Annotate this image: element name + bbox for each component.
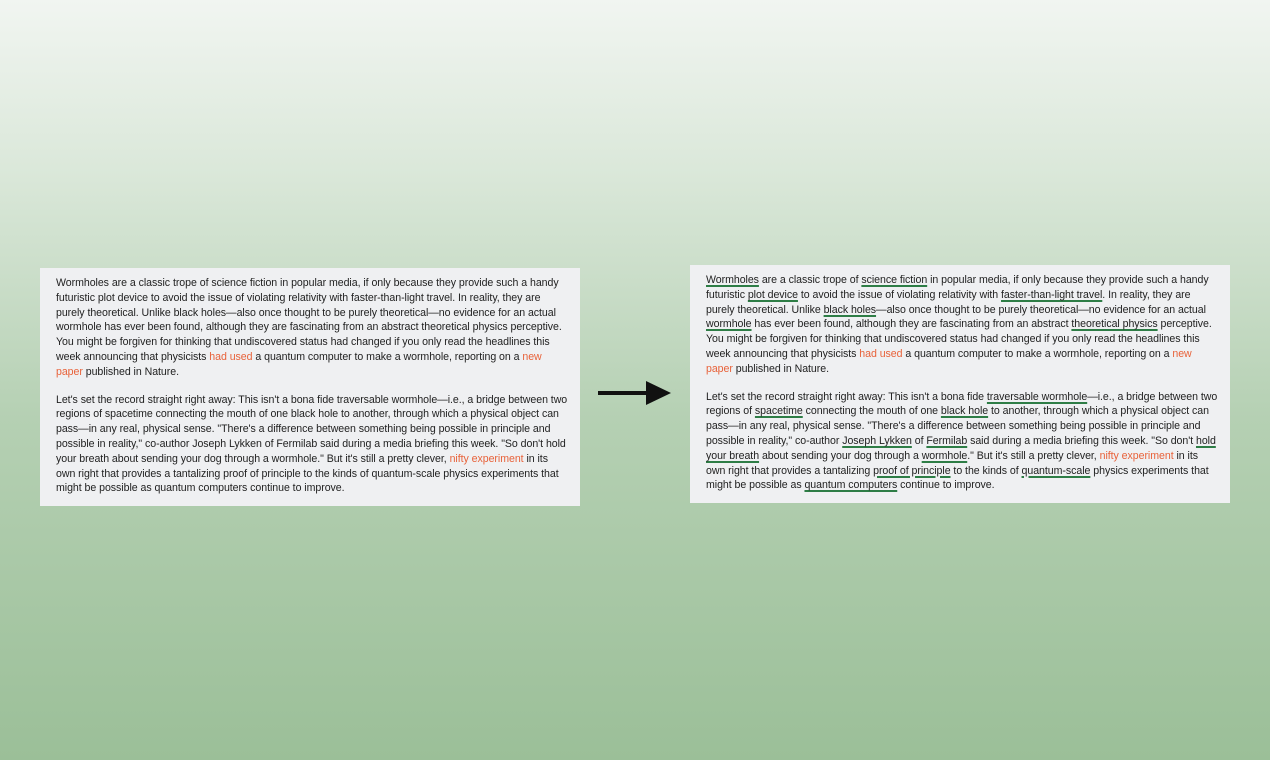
- paragraph-1: Wormholes are a classic trope of science fiction in popular media, if only because they provide such a handy futuristic plot device to avoid the issue of violating relativity with faster-than-light travel. In reality, they are purely theoretical. Unlike black holes—also once thought to be purely theoretical—no evidence for an actual wormhole has ever been found, although they are fascinating from an abstract theoretical physics perceptive. You might be forgiven for thinking that undiscovered status had changed if you only read the headlines this week announcing that physicists had used a quantum computer to make a wormhole, reporting on a new paper published in Nature.: [56, 277, 562, 378]
- right-arrow-icon: [598, 380, 672, 406]
- link-new-paper[interactable]: new paper: [56, 350, 542, 378]
- keyword-highlight[interactable]: proof of principle: [873, 464, 951, 477]
- link-had-used[interactable]: had used: [209, 350, 253, 363]
- link-had-used[interactable]: had used: [859, 347, 903, 360]
- link-nifty-experiment[interactable]: nifty experiment: [1099, 449, 1174, 462]
- keyword-highlight[interactable]: traversable wormhole: [986, 390, 1088, 403]
- link-nifty-experiment[interactable]: nifty experiment: [449, 452, 524, 465]
- keyword-highlight[interactable]: wormhole: [706, 318, 752, 331]
- keyword-highlight[interactable]: Fermilab: [926, 434, 968, 447]
- original-text-panel: [40, 268, 580, 506]
- keyword-highlight[interactable]: hold your breath: [706, 434, 1216, 462]
- paragraph-2: Let's set the record straight right away: This isn't a bona fide traversable wormhole—i.e., a bridge between two regions of spacetime connecting the mouth of one black hole to another, through which a physical object can pass—in any real, physical sense. "There's a difference between something being possible in principle and possible in reality," co-author Joseph Lykken of Fermilab said during a media briefing this week. "So don't hold your breath about sending your dog through a wormhole." But it's still a pretty clever, nifty experiment in its own right that provides a tantalizing proof of principle to the kinds of quantum-scale physics experiments that might be possible as quantum computers continue to improve.: [706, 390, 1218, 492]
- paragraph-2: Let's set the record straight right away: This isn't a bona fide traversable wormhole—i.e., a bridge between two regions of spacetime connecting the mouth of one black hole to another, through which a physical object can pass—in any real, physical sense. "There's a difference between something being possible in principle and possible in reality," co-author Joseph Lykken of Fermilab said during a media briefing this week. "So don't hold your breath about sending your dog through a wormhole." But it's still a pretty clever, nifty experiment in its own right that provides a tantalizing proof of principle to the kinds of quantum-scale physics experiments that might be possible as quantum computers continue to improve.: [56, 393, 568, 495]
- keyword-highlight[interactable]: black hole: [940, 405, 989, 418]
- keyword-highlight[interactable]: black holes: [823, 303, 877, 316]
- annotated-text-panel: [690, 265, 1230, 503]
- keyword-highlight[interactable]: faster-than-light travel: [1001, 288, 1103, 301]
- keyword-highlight[interactable]: plot device: [747, 288, 798, 301]
- keyword-highlight[interactable]: theoretical physics: [1071, 318, 1158, 331]
- keyword-highlight[interactable]: quantum computers: [804, 479, 898, 492]
- keyword-highlight[interactable]: science fiction: [861, 274, 928, 286]
- keyword-highlight[interactable]: Wormholes: [706, 274, 759, 286]
- keyword-highlight[interactable]: spacetime: [754, 405, 803, 418]
- paragraph-1: Wormholes are a classic trope of science fiction in popular media, if only because they provide such a handy futuristic plot device to avoid the issue of violating relativity with faster-than-light travel. In reality, they are purely theoretical. Unlike black holes—also once thought to be purely theoretical—no evidence for an actual wormhole has ever been found, although they are fascinating from an abstract theoretical physics perceptive. You might be forgiven for thinking that undiscovered status had changed if you only read the headlines this week announcing that physicists had used a quantum computer to make a wormhole, reporting on a new paper published in Nature.: [706, 274, 1212, 375]
- keyword-highlight[interactable]: quantum-scale: [1021, 464, 1091, 477]
- keyword-highlight[interactable]: Joseph Lykken: [842, 434, 912, 447]
- keyword-highlight[interactable]: wormhole: [921, 449, 968, 462]
- link-new-paper[interactable]: new paper: [706, 347, 1192, 375]
